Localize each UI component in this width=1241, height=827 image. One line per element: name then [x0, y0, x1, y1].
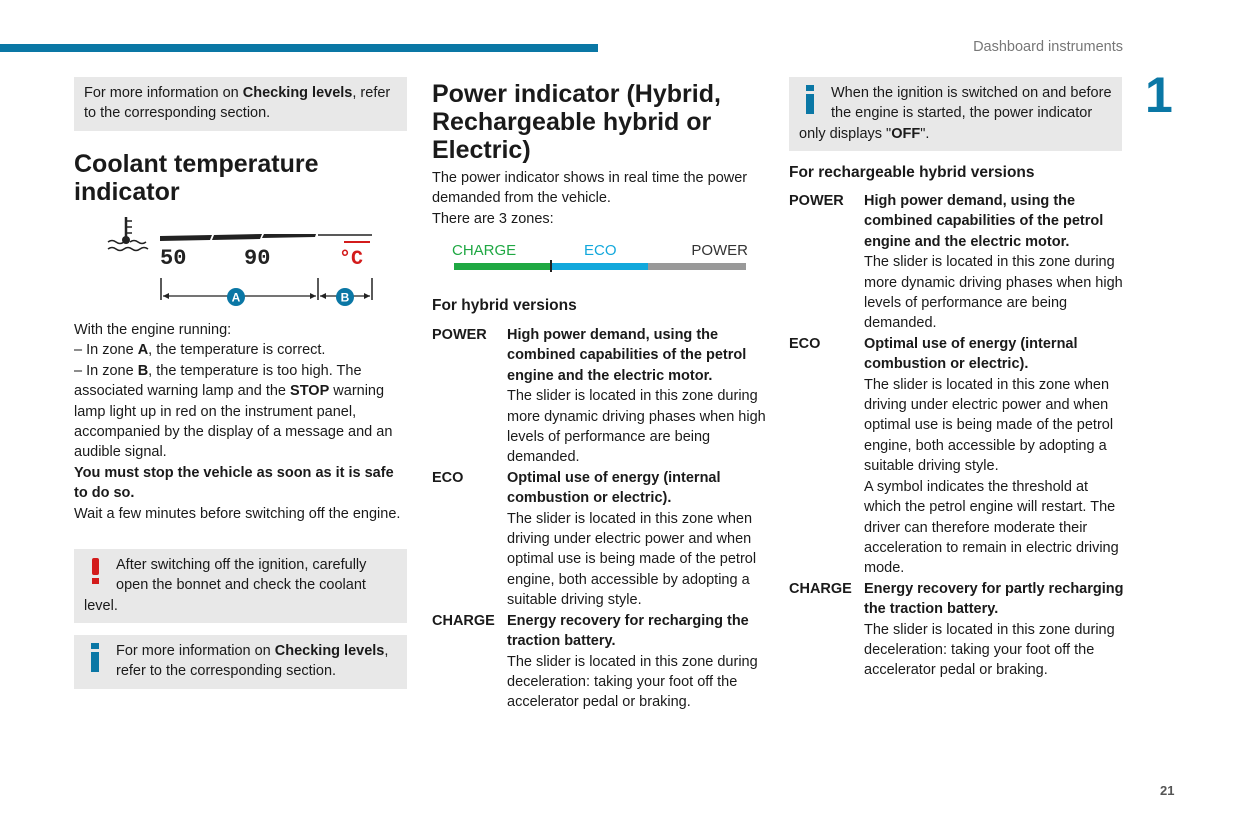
rechargeable-zone-list: [789, 191, 1124, 681]
temp-label-90: 90: [244, 246, 271, 271]
page-number: 21: [1160, 783, 1175, 798]
wait-instruction: Wait a few minutes before switching off the engine.: [74, 505, 401, 522]
bar-segment-power: [648, 263, 746, 270]
header-accent-bar: [0, 44, 598, 52]
zone-a-text: – In zone A, the temperature is correct.: [74, 342, 326, 359]
zone-title: High power demand, using the combined capabilities of the petrol engine and the electric motor.: [507, 327, 747, 384]
zone-charge: [789, 579, 1124, 681]
zone-label: ECO: [789, 335, 821, 352]
gauge-segment-2: [212, 234, 262, 240]
thermometer-icon: [108, 217, 148, 251]
zone-text: The slider is located in this zone when driving under electric power and when optimal use is being made of the petrol engine, both accessible by adopting a suitable driving style.: [507, 510, 757, 609]
zone-power: [432, 325, 767, 468]
zone-label: ECO: [432, 469, 464, 486]
zone-eco: [789, 334, 1124, 579]
hybrid-zone-list: [432, 325, 767, 713]
warning-box: After switching off the ignition, carefully open the bonnet and check the coolant level.: [74, 549, 407, 623]
zone-eco: [432, 468, 767, 611]
warning-exclamation-icon: [84, 555, 106, 595]
power-indicator-heading: Power indicator (Hybrid, Rechargeable hybrid or Electric): [432, 80, 721, 164]
zone-power: [789, 191, 1124, 334]
zone-text: The slider is located in this zone during deceleration: taking your foot off the accelerator pedal or braking.: [864, 621, 1115, 679]
info-icon: [799, 83, 821, 123]
rechargeable-versions-heading: For rechargeable hybrid versions: [789, 164, 1035, 181]
coolant-heading: Coolant temperature indicator: [74, 150, 319, 206]
zones-count-text: There are 3 zones:: [432, 210, 554, 227]
zone-title: Energy recovery for recharging the traction battery.: [507, 612, 749, 650]
info-box-off-display: When the ignition is switched on and before the engine is started, the power indicator only displays "OFF".: [789, 77, 1122, 151]
zone-charge: [432, 611, 767, 713]
zone-title: Optimal use of energy (internal combustion or electric).: [507, 469, 721, 507]
zone-text: The slider is located in this zone when driving under electric power and when optimal use is being made of the petrol engine, both accessible by adopting a suitable driving style.: [864, 376, 1114, 475]
zone-label: POWER: [789, 193, 844, 209]
power-intro-text: The power indicator shows in real time the power demanded from the vehicle.: [432, 170, 748, 207]
info-icon: [84, 641, 106, 681]
section-title: Dashboard instruments: [973, 39, 1123, 55]
gauge-segment-3: [262, 234, 316, 238]
zone-threshold-text: A symbol indicates the threshold at which the petrol engine will restart. The driver can therefore moderate their acceleration to remain in electric driving mode.: [864, 478, 1119, 577]
info-box-checking-levels: For more information on Checking levels, refer to the corresponding section.: [74, 77, 407, 131]
bar-segment-eco: [551, 263, 648, 270]
coolant-gauge-diagram: [104, 212, 384, 308]
zone-title: Energy recovery for partly recharging the traction battery.: [864, 580, 1124, 618]
chapter-number: 1: [1145, 67, 1173, 123]
info-box-checking-levels-2: For more information on Checking levels, refer to the corresponding section.: [74, 635, 407, 689]
temp-unit-label: °C: [339, 248, 364, 271]
zone-b-label: B: [340, 290, 350, 305]
zone-a-label: A: [231, 290, 241, 305]
power-bar-graphic: [452, 240, 748, 274]
hybrid-versions-heading: For hybrid versions: [432, 297, 577, 314]
zone-label: CHARGE: [789, 580, 852, 597]
coolant-description: [74, 320, 407, 524]
bar-label-power: POWER: [691, 242, 748, 259]
bar-segment-charge: [454, 263, 551, 270]
stop-vehicle-warning: You must stop the vehicle as soon as it is safe to do so.: [74, 464, 394, 502]
zone-text: The slider is located in this zone during more dynamic driving phases when high levels of performance are being demanded.: [507, 388, 766, 466]
zone-label: CHARGE: [432, 612, 495, 629]
temp-label-50: 50: [160, 246, 187, 271]
bar-threshold-marker: [550, 260, 552, 272]
zone-b-text: – In zone B, the temperature is too high. The associated warning lamp and the STOP warning lamp light up in red on the instrument panel, accompanied by the display of a message and an audible signal.: [74, 362, 393, 461]
zone-text: The slider is located in this zone during more dynamic driving phases when high levels of performance are being demanded.: [864, 254, 1123, 332]
engine-running-intro: With the engine running:: [74, 322, 232, 338]
power-intro: [432, 168, 767, 229]
zone-title: Optimal use of energy (internal combustion or electric).: [864, 335, 1078, 373]
zone-title: High power demand, using the combined capabilities of the petrol engine and the electric motor.: [864, 193, 1104, 250]
gauge-segment-1: [160, 235, 212, 241]
zone-label: POWER: [432, 327, 487, 343]
bar-label-eco: ECO: [584, 242, 617, 259]
zone-text: The slider is located in this zone during deceleration: taking your foot off the accelerator pedal or braking.: [507, 653, 758, 711]
bar-label-charge: CHARGE: [452, 242, 517, 259]
